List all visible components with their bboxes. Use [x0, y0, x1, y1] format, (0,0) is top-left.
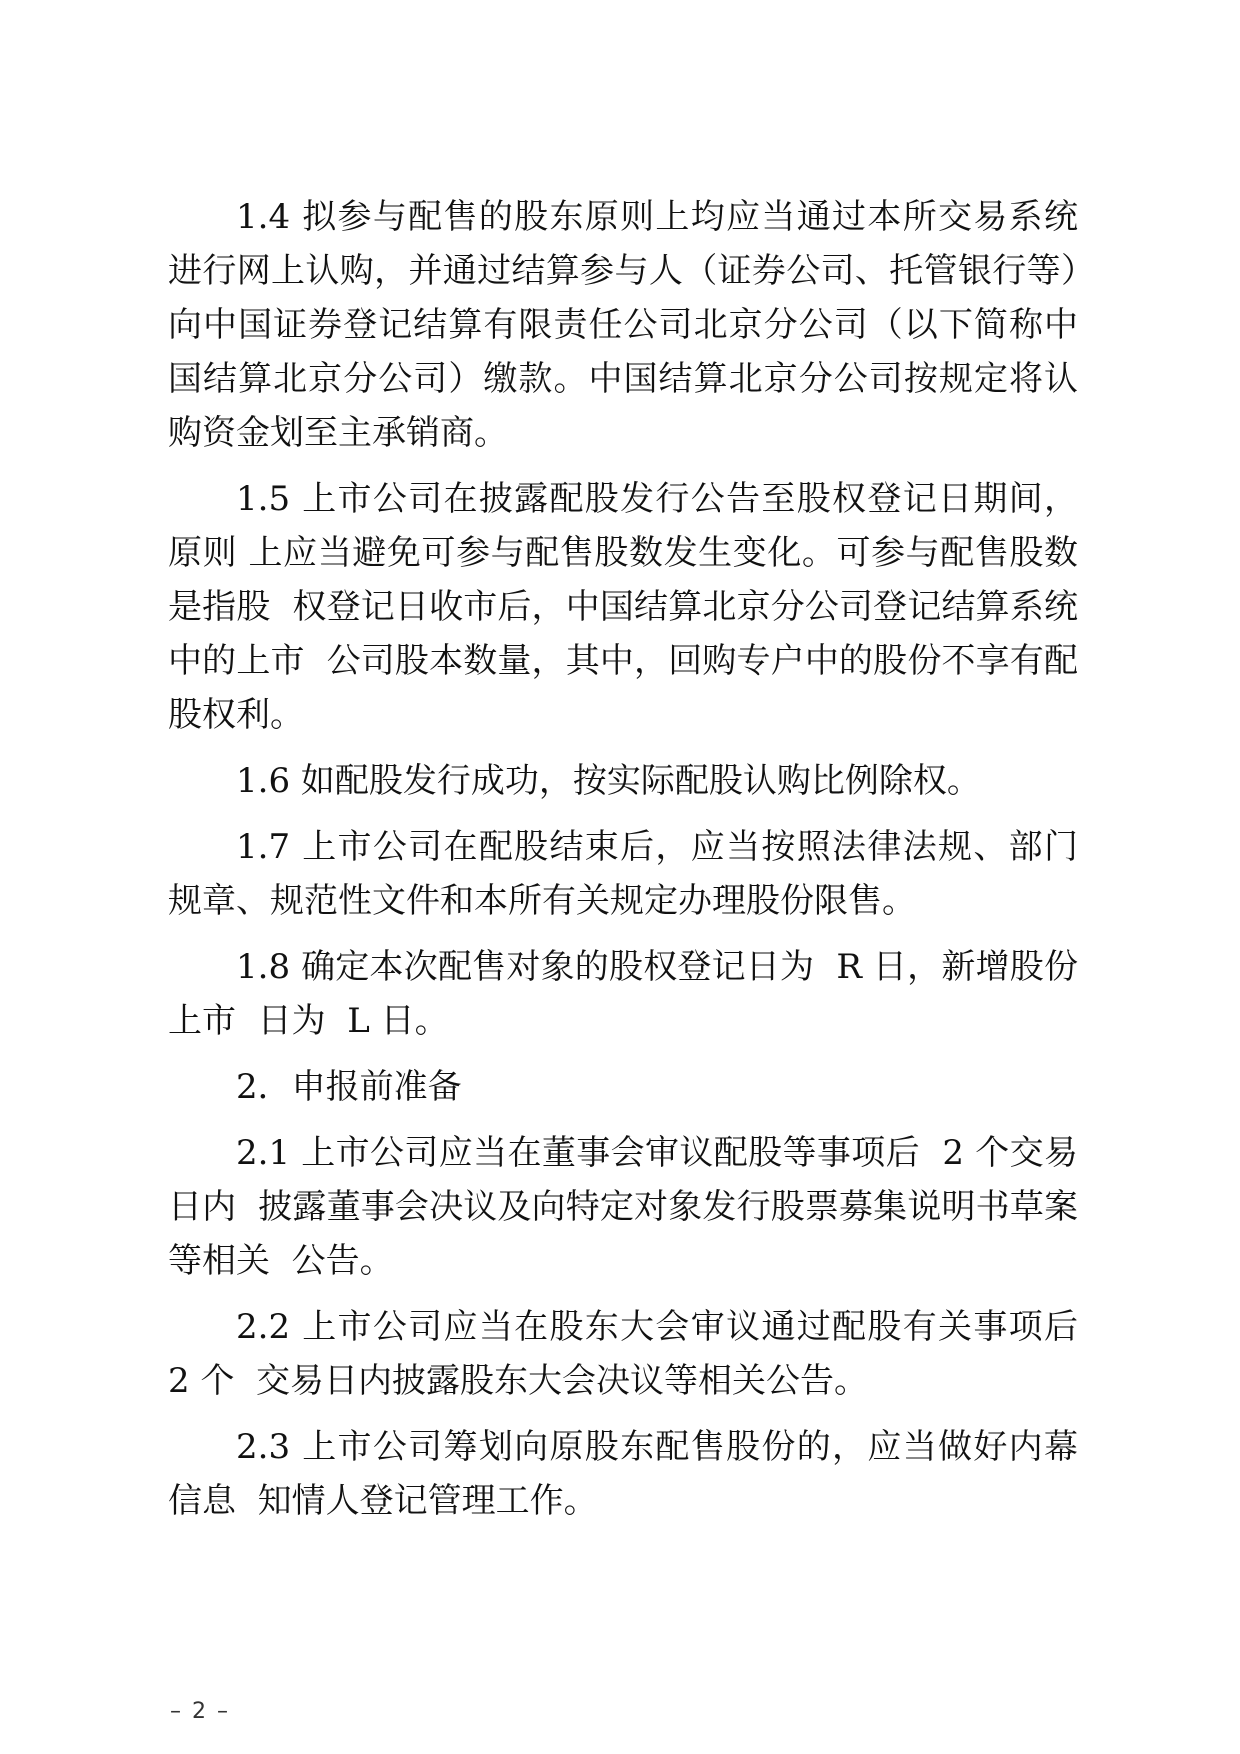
section-heading-2: 2．申报前准备 — [236, 1067, 462, 1107]
paragraph-1-8: 1.8 确定本次配售对象的股权登记日为 R 日，新增股份上市 日为 L 日。 — [168, 947, 1078, 1041]
document-body — [168, 190, 1100, 1540]
paragraph-2-1: 2.1 上市公司应当在董事会审议配股等事项后 2 个交易日内 披露董事会决议及向特定对象发行股票募集说明书草案等相关 公告。 — [168, 1133, 1078, 1281]
paragraph-1-7: 1.7 上市公司在配股结束后，应当按照法律法规、部门规章、规范性文件和本所有关规定办理股份限售。 — [168, 827, 1078, 921]
paragraph-1-5: 1.5 上市公司在披露配股发行公告至股权登记日期间，原则 上应当避免可参与配售股数发生变化。可参与配售股数是指股 权登记日收市后，中国结算北京分公司登记结算系统中的上市 公司股本数量，其中，回购专户中的股份不享有配股权利。 — [168, 479, 1078, 735]
paragraph-2-3: 2.3 上市公司筹划向原股东配售股份的，应当做好内幕信息 知情人登记管理工作。 — [168, 1427, 1078, 1521]
page-number: – 2 – — [170, 1699, 230, 1724]
paragraph-1-4: 1.4 拟参与配售的股东原则上均应当通过本所交易系统进行网上认购，并通过结算参与人（证券公司、托管银行等）向中国证券登记结算有限责任公司北京分公司（以下简称中国结算北京分公司）缴款。中国结算北京分公司按规定将认购资金划至主承销商。 — [168, 197, 1078, 453]
paragraph-1-6: 1.6 如配股发行成功，按实际配股认购比例除权。 — [236, 761, 981, 801]
paragraph-2-2: 2.2 上市公司应当在股东大会审议通过配股有关事项后 2 个 交易日内披露股东大会决议等相关公告。 — [168, 1307, 1100, 1401]
